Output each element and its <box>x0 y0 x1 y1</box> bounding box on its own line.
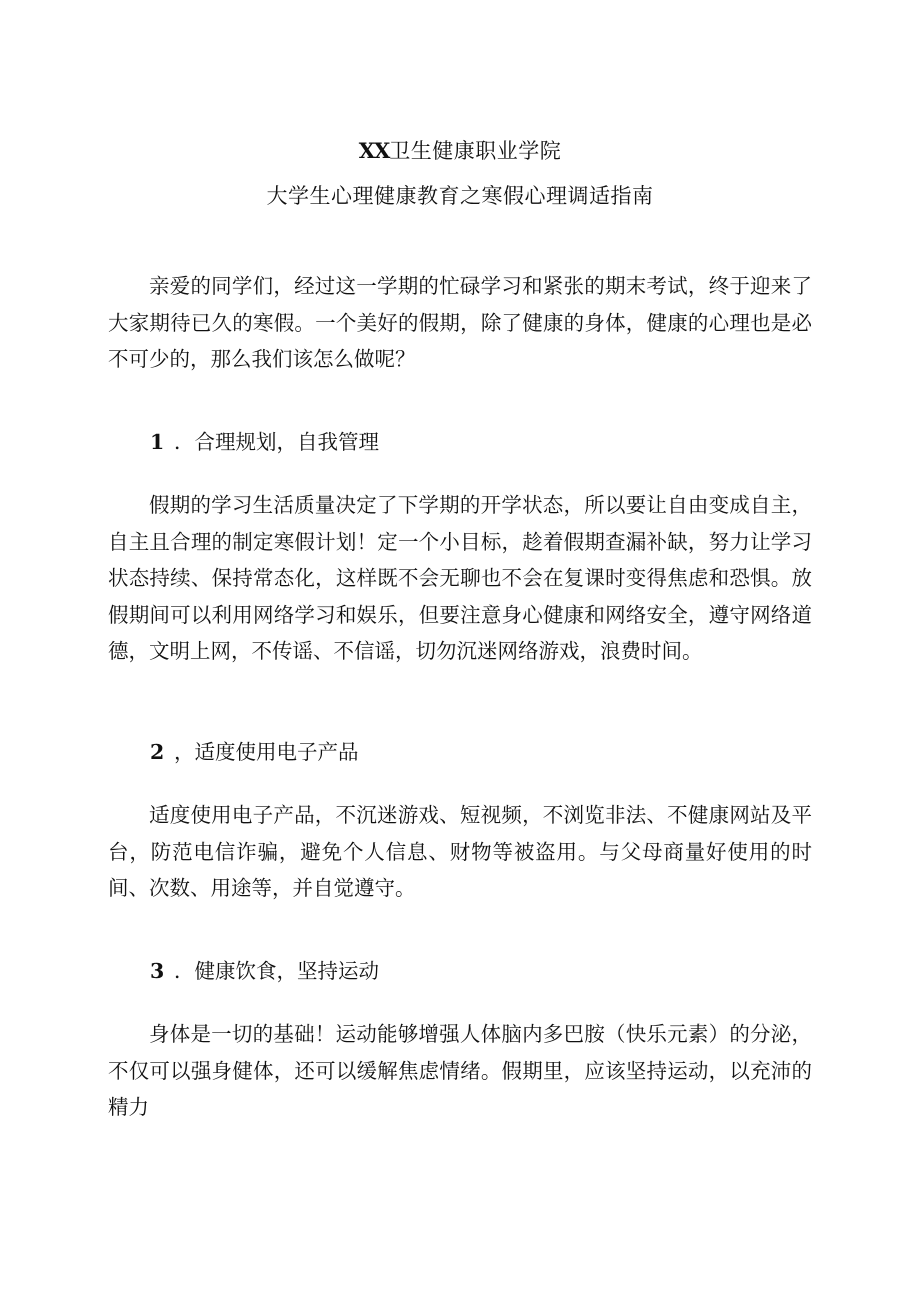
intro-paragraph: 亲爱的同学们，经过这一学期的忙碌学习和紧张的期末考试，终于迎来了大家期待已久的寒假。一个美好的假期，除了健康的身体，健康的心理也是必不可少的，那么我们该怎么做呢？ <box>108 274 812 371</box>
section-body-3: 身体是一切的基础！运动能够增强人体脑内多巴胺（快乐元素）的分泌，不仅可以强身健体，还可以缓解焦虑情绪。假期里，应该坚持运动，以充沛的精力 <box>108 1022 812 1119</box>
section-body-1: 假期的学习生活质量决定了下学期的开学状态，所以要让自由变成自主，自主且合理的制定寒假计划！定一个小目标，趁着假期查漏补缺，努力让学习状态持续、保持常态化，这样既不会无聊也不会在复课时变得焦虑和恐惧。放假期间可以利用网络学习和娱乐，但要注意身心健康和网络安全，遵守网络道德，文明上网，不传谣、不信谣，切勿沉迷网络游戏，浪费时间。 <box>108 493 812 663</box>
section-heading-text: ．健康饮食，坚持运动 <box>174 959 379 983</box>
section-number: 1 <box>150 430 165 454</box>
title-prefix: XX <box>358 138 390 163</box>
section-heading-3 <box>150 953 379 989</box>
section-heading-1 <box>150 424 379 460</box>
document-subtitle: 大学生心理健康教育之寒假心理调适指南 <box>266 184 654 208</box>
section-number: 2 <box>150 740 165 764</box>
section-heading-2 <box>150 734 359 770</box>
section-heading-text: ，适度使用电子产品 <box>174 740 359 764</box>
document-title <box>0 135 920 165</box>
section-heading-text: ．合理规划，自我管理 <box>174 430 379 454</box>
title-text: 卫生健康职业学院 <box>389 139 562 163</box>
section-number: 3 <box>150 959 165 983</box>
section-body-2: 适度使用电子产品，不沉迷游戏、短视频，不浏览非法、不健康网站及平台，防范电信诈骗，避免个人信息、财物等被盗用。与父母商量好使用的时间、次数、用途等，并自觉遵守。 <box>108 803 812 900</box>
